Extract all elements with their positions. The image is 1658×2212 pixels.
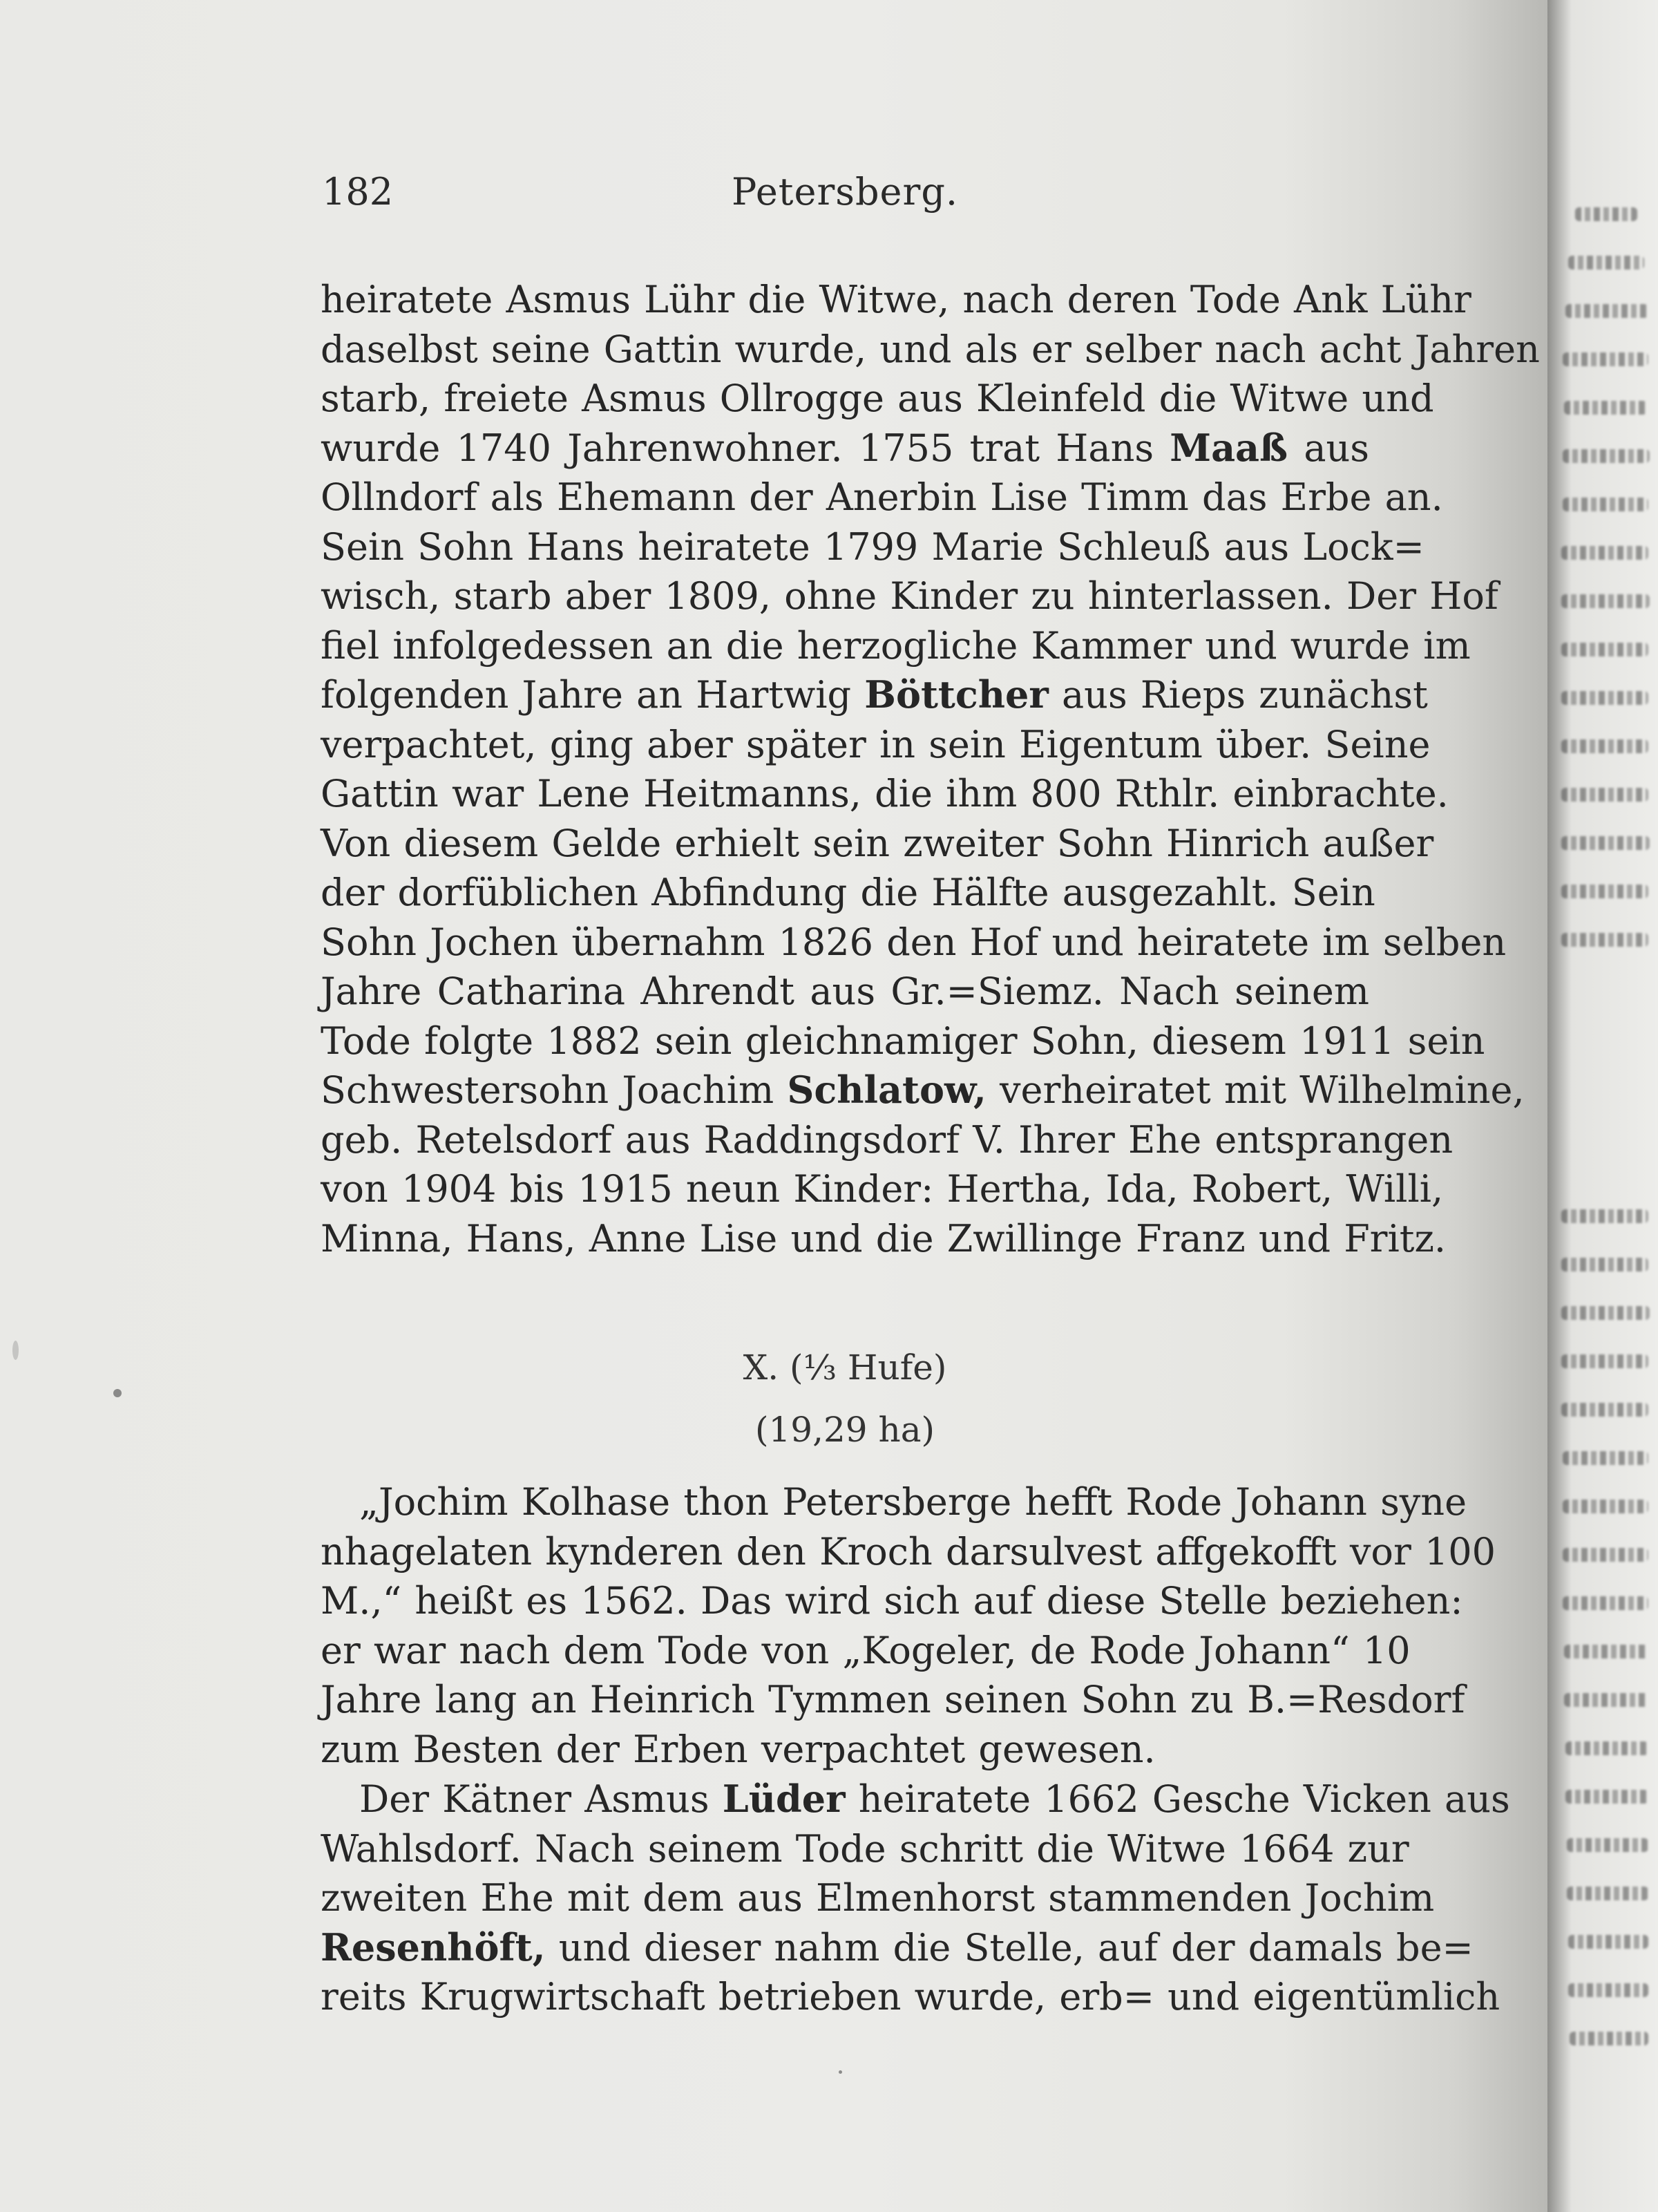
text-line: zum Besten der Erben verpachtet gewesen. xyxy=(321,1727,1156,1771)
section-area: (19,29 ha) xyxy=(754,1410,935,1450)
text-line: von 1904 bis 1915 neun Kinder: Hertha, Ida, Robert, Willi, xyxy=(321,1167,1444,1211)
text-line: fiel infolgedessen an die herzogliche Kammer und wurde im xyxy=(321,623,1471,668)
page-number: 182 xyxy=(322,170,394,214)
text-line: er war nach dem Tode von „Kogeler, de Rode Johann“ 10 xyxy=(321,1628,1411,1672)
text-line: Sein Sohn Hans heiratete 1799 Marie Schleuß aus Lock= xyxy=(321,524,1424,569)
text-line: M.,“ heißt es 1562. Das wird sich auf diese Stelle beziehen: xyxy=(321,1579,1463,1623)
text-line: Minna, Hans, Anne Lise und die Zwillinge Franz und Fritz. xyxy=(321,1216,1447,1260)
text-line: nhagelaten kynderen den Kroch darsulvest affgekofft vor 100 xyxy=(321,1529,1496,1573)
text-line: daselbst seine Gattin wurde, und als er selber nach acht Jahren xyxy=(321,327,1540,371)
paragraph-3 xyxy=(321,1775,1510,2022)
surname-bold: Maaß xyxy=(1170,425,1288,470)
text-line: wurde 1740 Jahrenwohner. 1755 trat Hans Maaß aus xyxy=(321,425,1369,470)
paragraph-2 xyxy=(321,1477,1496,1774)
text-line: reits Krugwirtschaft betrieben wurde, erb= und eigentümlich xyxy=(321,1975,1500,2019)
text-line: Sohn Jochen übernahm 1826 den Hof und heiratete im selben xyxy=(321,920,1507,964)
running-title: Petersberg. xyxy=(731,170,959,214)
text-line: verpachtet, ging aber später in sein Eigentum über. Seine xyxy=(321,722,1431,766)
text-line: zweiten Ehe mit dem aus Elmenhorst stammenden Jochim xyxy=(321,1876,1435,1920)
surname-bold: Schlatow, xyxy=(787,1068,987,1112)
text-line: Gattin war Lene Heitmanns, die ihm 800 Rthlr. einbrachte. xyxy=(321,772,1449,815)
text-line: „Jochim Kolhase thon Petersberge hefft Rode Johann syne xyxy=(359,1480,1467,1524)
text-line: folgenden Jahre an Hartwig Böttcher aus Rieps zunächst xyxy=(321,672,1428,717)
adjacent-page-edge xyxy=(1547,0,1658,2212)
paper-speck xyxy=(113,1389,122,1397)
section-heading: X. (⅓ Hufe) xyxy=(743,1348,947,1388)
surname-bold: Böttcher xyxy=(864,672,1049,717)
text-line: der dorfüblichen Abfindung die Hälfte ausgezahlt. Sein xyxy=(321,871,1375,914)
text-line: Tode folgte 1882 sein gleichnamiger Sohn, diesem 1911 sein xyxy=(321,1019,1485,1063)
paper-speck xyxy=(12,1341,19,1360)
text-line: heiratete Asmus Lühr die Witwe, nach deren Tode Ank Lühr xyxy=(321,278,1471,321)
surname-bold: Resenhöft, xyxy=(321,1925,546,1969)
paper-speck xyxy=(839,2070,842,2074)
surname-bold: Lüder xyxy=(722,1777,846,1821)
text-line: Der Kätner Asmus Lüder heiratete 1662 Gesche Vicken aus xyxy=(359,1777,1510,1821)
page-header xyxy=(322,170,1368,225)
paragraph-1 xyxy=(321,275,1540,1263)
text-line: Von diesem Gelde erhielt sein zweiter Sohn Hinrich außer xyxy=(321,821,1434,865)
text-line: starb, freiete Asmus Ollrogge aus Kleinfeld die Witwe und xyxy=(321,377,1434,420)
text-line: Ollndorf als Ehemann der Anerbin Lise Timm das Erbe an. xyxy=(321,475,1443,519)
text-line: Wahlsdorf. Nach seinem Tode schritt die Witwe 1664 zur xyxy=(321,1826,1409,1871)
text-line: Schwestersohn Joachim Schlatow, verheiratet mit Wilhelmine, xyxy=(321,1068,1525,1112)
text-line: Resenhöft, und dieser nahm die Stelle, auf der damals be= xyxy=(321,1925,1474,1969)
text-line: Jahre lang an Heinrich Tymmen seinen Sohn zu B.=Resdorf xyxy=(321,1678,1465,1721)
text-line: geb. Retelsdorf aus Raddingsdorf V. Ihrer Ehe entsprangen xyxy=(321,1117,1454,1162)
text-line: wisch, starb aber 1809, ohne Kinder zu hinterlassen. Der Hof xyxy=(321,574,1498,618)
text-line: Jahre Catharina Ahrendt aus Gr.=Siemz. Nach seinem xyxy=(321,970,1370,1013)
